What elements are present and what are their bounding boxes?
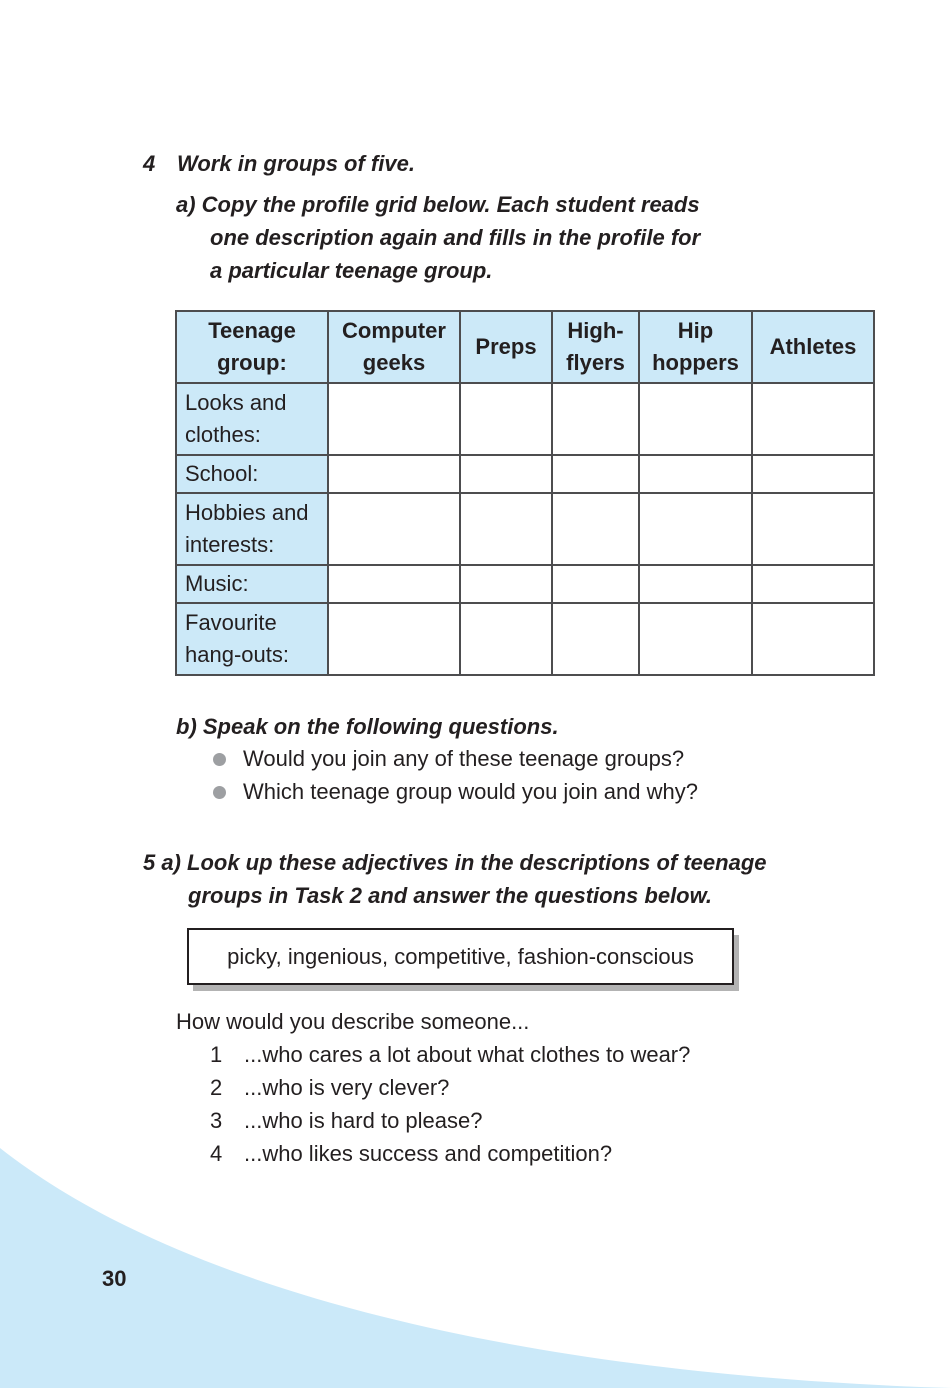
question-number: 1 bbox=[210, 1042, 223, 1067]
grid-cell bbox=[552, 455, 639, 493]
grid-cell bbox=[328, 565, 460, 603]
question-item bbox=[176, 1038, 816, 1071]
task-4-heading bbox=[143, 147, 415, 180]
task-4b-bullet-list bbox=[209, 742, 809, 808]
grid-cell bbox=[552, 383, 639, 455]
grid-cell bbox=[328, 493, 460, 565]
grid-corner-header bbox=[176, 311, 328, 383]
grid-col-header-athletes bbox=[752, 311, 874, 383]
question-item bbox=[176, 1137, 816, 1170]
grid-cell bbox=[460, 493, 552, 565]
question-number: 4 bbox=[210, 1141, 223, 1166]
grid-row-hobbies-and-interests bbox=[176, 493, 874, 565]
task-4a-line: one description again and fills in the profile for bbox=[210, 225, 701, 250]
col-header-line: Computer bbox=[342, 318, 446, 343]
row-header-line: Music: bbox=[185, 571, 249, 596]
question-text: ...who likes success and competition? bbox=[244, 1141, 613, 1166]
question-text: ...who cares a lot about what clothes to wear? bbox=[244, 1042, 691, 1067]
col-header-line: Preps bbox=[475, 334, 537, 359]
grid-cell bbox=[460, 455, 552, 493]
grid-cell bbox=[752, 603, 874, 675]
bullet-text: Would you join any of these teenage groups? bbox=[243, 746, 685, 771]
row-header bbox=[176, 565, 328, 603]
corner-header-line: group: bbox=[217, 350, 287, 375]
grid-cell bbox=[460, 383, 552, 455]
grid-cell bbox=[460, 565, 552, 603]
row-header-line: Looks and bbox=[185, 390, 287, 415]
col-header-line: Hip bbox=[677, 318, 714, 343]
grid-col-header-high-flyers bbox=[552, 311, 639, 383]
grid-row-school bbox=[176, 455, 874, 493]
grid-cell bbox=[639, 455, 752, 493]
bullet-item bbox=[209, 742, 809, 775]
grid-cell bbox=[639, 565, 752, 603]
task-5a-line: 5 a) Look up these adjectives in the descriptions of teenage bbox=[143, 850, 767, 875]
task-5a-heading bbox=[143, 846, 767, 912]
col-header-line: hoppers bbox=[652, 350, 739, 375]
grid-cell bbox=[639, 493, 752, 565]
grid-cell bbox=[460, 603, 552, 675]
task-5-prompt: How would you describe someone... bbox=[176, 1009, 530, 1034]
bullet-item bbox=[209, 775, 809, 808]
page-number: 30 bbox=[102, 1266, 127, 1291]
task-4a-instructions bbox=[176, 188, 700, 287]
grid-col-header-computer-geeks bbox=[328, 311, 460, 383]
question-item bbox=[176, 1071, 816, 1104]
grid-row-looks-and-clothes bbox=[176, 383, 874, 455]
task-4-title: Work in groups of five. bbox=[177, 151, 415, 176]
col-header-line: High- bbox=[567, 318, 624, 343]
grid-header-row bbox=[176, 311, 874, 383]
question-number: 2 bbox=[210, 1075, 223, 1100]
row-header bbox=[176, 383, 328, 455]
bullet-text: Which teenage group would you join and why? bbox=[243, 779, 698, 804]
question-number: 3 bbox=[210, 1108, 223, 1133]
question-text: ...who is hard to please? bbox=[244, 1108, 483, 1133]
row-header-line: hang-outs: bbox=[185, 642, 289, 667]
task-5a-line: groups in Task 2 and answer the questions below. bbox=[188, 883, 713, 908]
grid-cell bbox=[552, 565, 639, 603]
row-header-line: clothes: bbox=[185, 422, 261, 447]
row-header-line: Hobbies and bbox=[185, 500, 309, 525]
grid-cell bbox=[752, 455, 874, 493]
word-box: picky, ingenious, competitive, fashion-conscious bbox=[187, 928, 734, 985]
grid-cell bbox=[752, 383, 874, 455]
task-4a-line: a particular teenage group. bbox=[210, 258, 493, 283]
task-5-question-list bbox=[176, 1038, 816, 1170]
task-4-number: 4 bbox=[143, 151, 156, 176]
bullet-dot-icon bbox=[213, 753, 226, 766]
grid-cell bbox=[328, 603, 460, 675]
row-header-line: School: bbox=[185, 461, 259, 486]
grid-cell bbox=[328, 455, 460, 493]
row-header bbox=[176, 603, 328, 675]
row-header-line: interests: bbox=[185, 532, 275, 557]
corner-header-line: Teenage bbox=[208, 318, 296, 343]
question-text: ...who is very clever? bbox=[244, 1075, 450, 1100]
grid-cell bbox=[552, 603, 639, 675]
grid-cell bbox=[639, 603, 752, 675]
col-header-line: Athletes bbox=[769, 334, 857, 359]
grid-row-favourite-hang-outs bbox=[176, 603, 874, 675]
grid-cell bbox=[752, 493, 874, 565]
col-header-line: geeks bbox=[362, 350, 426, 375]
grid-cell bbox=[752, 565, 874, 603]
question-item bbox=[176, 1104, 816, 1137]
row-header bbox=[176, 455, 328, 493]
grid-cell bbox=[552, 493, 639, 565]
profile-grid bbox=[175, 310, 875, 676]
grid-col-header-preps bbox=[460, 311, 552, 383]
grid-row-music bbox=[176, 565, 874, 603]
task-4b-heading: b) Speak on the following questions. bbox=[176, 714, 559, 739]
task-4a-line: a) Copy the profile grid below. Each student reads bbox=[176, 192, 700, 217]
col-header-line: flyers bbox=[566, 350, 625, 375]
grid-cell bbox=[639, 383, 752, 455]
row-header bbox=[176, 493, 328, 565]
bullet-dot-icon bbox=[213, 786, 226, 799]
grid-col-header-hip-hoppers bbox=[639, 311, 752, 383]
row-header-line: Favourite bbox=[185, 610, 277, 635]
grid-cell bbox=[328, 383, 460, 455]
